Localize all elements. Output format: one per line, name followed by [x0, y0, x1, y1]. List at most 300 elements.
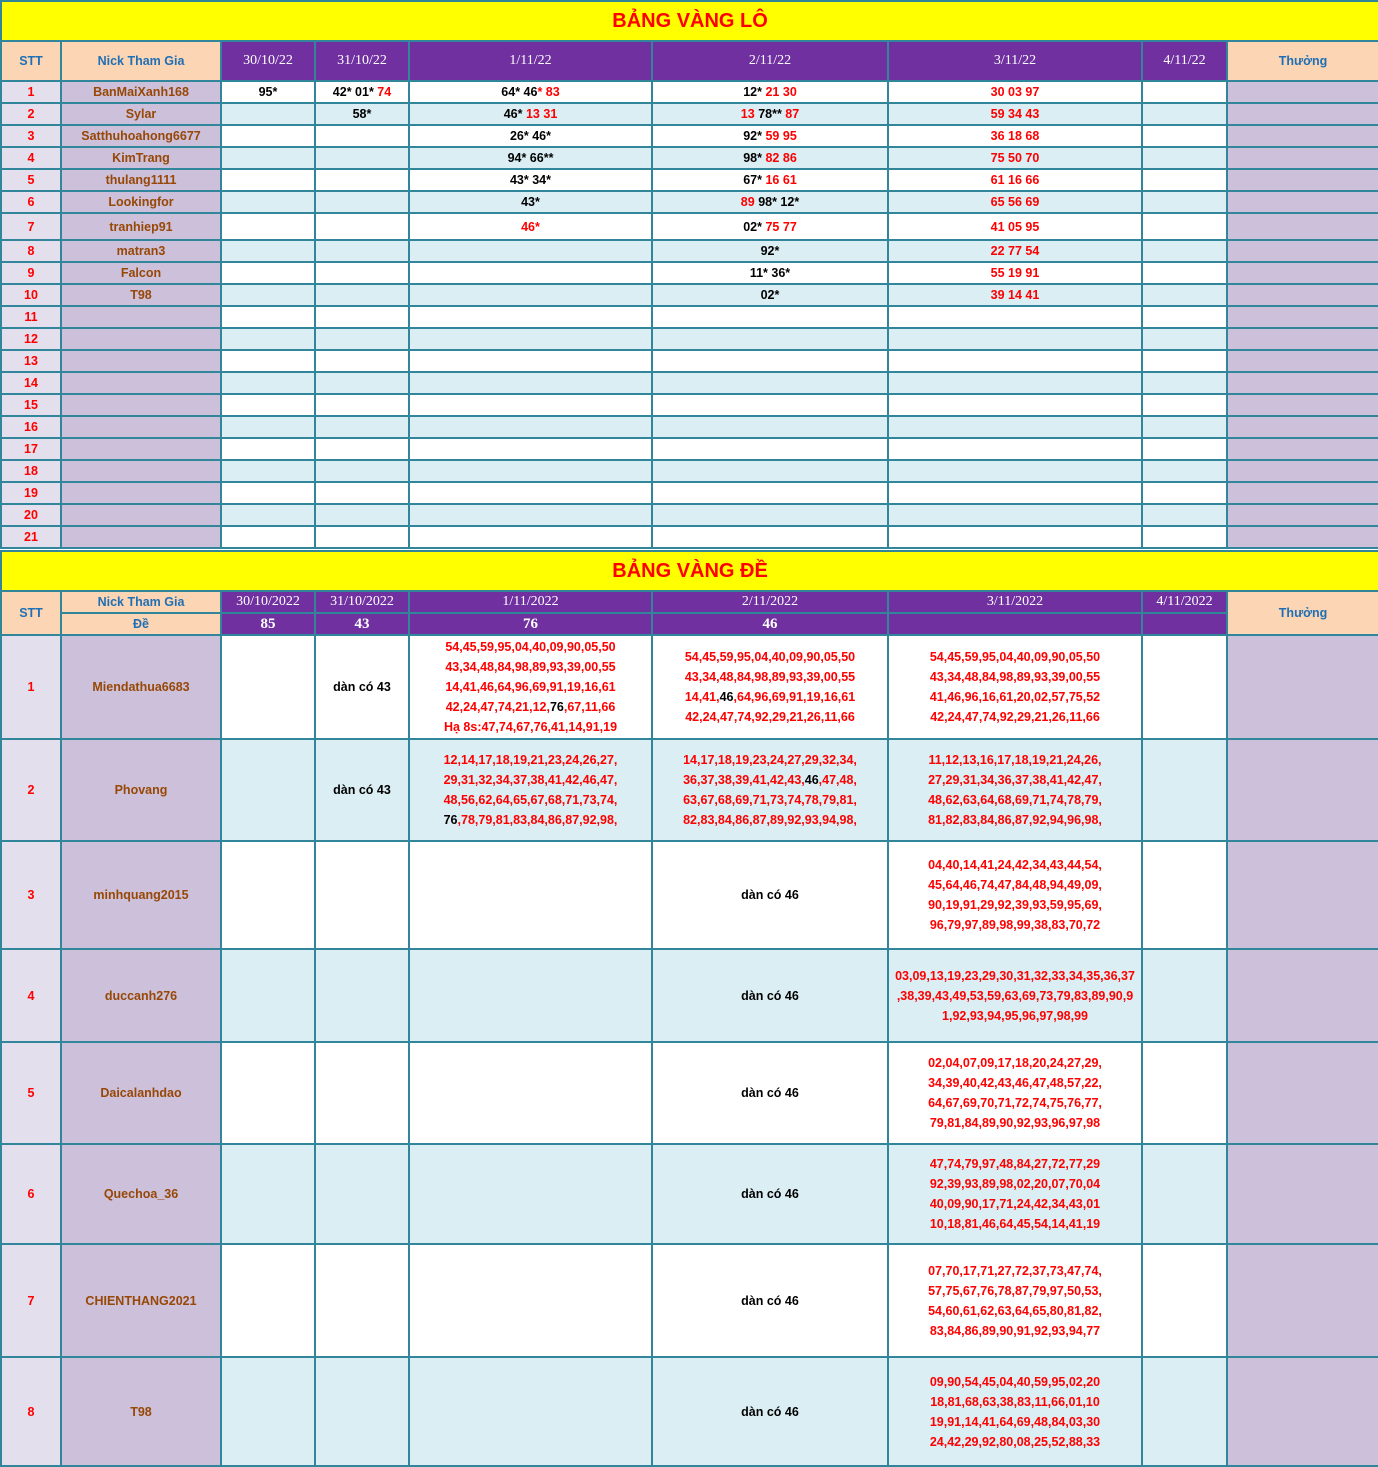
- lo-entry-cell: [315, 191, 409, 213]
- lo-entry-cell: [1142, 262, 1227, 284]
- entry-line: [410, 637, 651, 657]
- table-row: [1, 460, 1378, 482]
- de-entry-cell: [409, 1357, 652, 1466]
- entry-text: ,64,96,69,91,19,16,61: [733, 690, 856, 704]
- de-entry-cell: [221, 1244, 315, 1357]
- entry-line: [889, 986, 1141, 1006]
- de-header-date: 2/11/2022: [652, 591, 888, 613]
- entry-text: 46*: [521, 219, 540, 234]
- de-entry-cell: [409, 635, 652, 739]
- entry-text: dàn có 46: [741, 1086, 799, 1100]
- prize-cell: [1227, 739, 1378, 841]
- lo-entry-cell: [315, 213, 409, 240]
- lo-entry-cell: [409, 482, 652, 504]
- row-stt: 2: [1, 739, 61, 841]
- lo-entry-cell: [1142, 306, 1227, 328]
- lo-entry-cell: [888, 103, 1142, 125]
- entry-text: 45,64,46,74,47,84,48,94,49,09,: [928, 878, 1102, 892]
- lo-entry-cell: [315, 438, 409, 460]
- lo-entry-cell: [409, 416, 652, 438]
- lo-entry-cell: [888, 169, 1142, 191]
- lo-entry-cell: [409, 81, 652, 103]
- entry-text: 65 56 69: [990, 195, 1040, 209]
- lo-entry-cell: [888, 504, 1142, 526]
- entry-text: 41,46,96,16,61,20,02,57,75,52: [929, 690, 1101, 704]
- lo-entry-cell: [221, 306, 315, 328]
- entry-text: 94* 66**: [507, 151, 554, 165]
- de-result: 76: [409, 613, 652, 635]
- lo-entry-cell: [652, 394, 888, 416]
- entry-text: 46: [719, 690, 734, 704]
- prize-cell: [1227, 526, 1378, 548]
- lo-entry-cell: [409, 328, 652, 350]
- entry-text: ,67,11,66: [563, 700, 616, 714]
- lo-entry-cell: [409, 526, 652, 548]
- entry-text: 59 95: [765, 129, 797, 143]
- entry-text: 55 19 91: [990, 266, 1040, 280]
- lo-entry-cell: [221, 262, 315, 284]
- entry-text: 89: [740, 195, 759, 209]
- lo-entry-cell: [888, 240, 1142, 262]
- lo-body: [1, 81, 1378, 548]
- de-result: 43: [315, 613, 409, 635]
- de-entry-cell: [409, 1042, 652, 1144]
- entry-line: [410, 697, 651, 717]
- entry-line: [889, 1053, 1141, 1073]
- entry-text: Hạ 8s:47,74,67,76,41,14,91,19: [443, 720, 618, 734]
- de-title: BẢNG VÀNG ĐỀ: [1, 551, 1378, 591]
- entry-line: [410, 790, 651, 810]
- lo-entry-cell: [221, 147, 315, 169]
- lo-entry-cell: [652, 81, 888, 103]
- de-entry-cell: [1142, 1042, 1227, 1144]
- prize-cell: [1227, 482, 1378, 504]
- entry-line: [653, 770, 887, 790]
- de-result: [1142, 613, 1227, 635]
- entry-line: [889, 1321, 1141, 1341]
- entry-text: 57,75,67,76,78,87,79,97,50,53,: [928, 1283, 1102, 1298]
- player-nick: [61, 350, 221, 372]
- entry-text: 39 14 41: [990, 288, 1040, 302]
- entry-line: [889, 966, 1141, 986]
- entry-text: dàn có 46: [741, 1293, 799, 1308]
- row-stt: 8: [1, 1357, 61, 1466]
- entry-text: 42* 01*: [332, 85, 378, 99]
- prize-cell: [1227, 1144, 1378, 1244]
- prize-cell: [1227, 1042, 1378, 1144]
- entry-text: 14,17,18,19,23,24,27,29,32,34,: [683, 753, 857, 767]
- entry-text: 1,92,93,94,95,96,97,98,99: [942, 1008, 1088, 1023]
- de-entry-cell: [409, 1144, 652, 1244]
- table-row: [1, 394, 1378, 416]
- de-entry-cell: [888, 1357, 1142, 1466]
- player-nick: tranhiep91: [61, 213, 221, 240]
- de-entry-cell: [315, 841, 409, 949]
- prize-cell: [1227, 125, 1378, 147]
- entry-line: [889, 1281, 1141, 1301]
- entry-text: 95*: [258, 85, 278, 99]
- player-nick: T98: [61, 284, 221, 306]
- lo-entry-cell: [315, 328, 409, 350]
- entry-line: [889, 1113, 1141, 1133]
- de-entry-cell: [888, 1042, 1142, 1144]
- entry-text: dàn có 43: [333, 680, 391, 694]
- entry-line: [889, 647, 1141, 667]
- entry-line: [653, 1402, 887, 1422]
- player-nick: [61, 504, 221, 526]
- table-row: [1, 240, 1378, 262]
- player-nick: Miendathua6683: [61, 635, 221, 739]
- lo-entry-cell: [221, 438, 315, 460]
- de-header-date: 1/11/2022: [409, 591, 652, 613]
- lo-entry-cell: [1142, 504, 1227, 526]
- entry-text: 54,45,59,95,04,40,09,90,05,50: [929, 650, 1101, 664]
- row-stt: 4: [1, 147, 61, 169]
- entry-line: [653, 750, 887, 770]
- entry-text: 64* 46: [501, 85, 538, 99]
- table-row: [1, 328, 1378, 350]
- player-nick: Sylar: [61, 103, 221, 125]
- lo-entry-cell: [888, 526, 1142, 548]
- de-entry-cell: [221, 949, 315, 1042]
- lo-table: [0, 0, 1378, 549]
- lo-header-date: 31/10/22: [315, 41, 409, 81]
- entry-line: [653, 1083, 887, 1103]
- table-row: [1, 213, 1378, 240]
- entry-line: [653, 1184, 887, 1204]
- row-stt: 10: [1, 284, 61, 306]
- lo-entry-cell: [409, 284, 652, 306]
- de-entry-cell: [652, 739, 888, 841]
- player-nick: [61, 306, 221, 328]
- entry-text: 10,18,81,46,64,45,54,14,41,19: [929, 1217, 1101, 1231]
- lo-entry-cell: [221, 394, 315, 416]
- table-row: [1, 635, 1378, 739]
- lo-entry-cell: [409, 125, 652, 147]
- de-entry-cell: [221, 1144, 315, 1244]
- de-entry-cell: [315, 1244, 409, 1357]
- entry-text: 90,19,91,29,92,39,93,59,95,69,: [928, 898, 1102, 912]
- entry-text: 22 77 54: [990, 244, 1040, 258]
- entry-line: [316, 780, 408, 800]
- lo-entry-cell: [1142, 125, 1227, 147]
- row-stt: 18: [1, 460, 61, 482]
- prize-cell: [1227, 1357, 1378, 1466]
- entry-text: 54,45,59,95,04,40,09,90,05,50: [684, 650, 856, 664]
- lo-entry-cell: [888, 350, 1142, 372]
- entry-line: [653, 1291, 887, 1311]
- table-row: [1, 81, 1378, 103]
- lo-entry-cell: [315, 504, 409, 526]
- entry-text: 26* 46*: [509, 129, 551, 143]
- lo-entry-cell: [221, 191, 315, 213]
- lo-entry-cell: [652, 213, 888, 240]
- de-result: [888, 613, 1142, 635]
- lo-entry-cell: [221, 350, 315, 372]
- entry-line: [889, 790, 1141, 810]
- entry-text: 92*: [760, 244, 780, 258]
- lo-entry-cell: [409, 504, 652, 526]
- table-row: [1, 482, 1378, 504]
- player-nick: thulang1111: [61, 169, 221, 191]
- lo-entry-cell: [315, 416, 409, 438]
- player-nick: [61, 372, 221, 394]
- de-entry-cell: [221, 841, 315, 949]
- de-header-de: Đề: [61, 613, 221, 635]
- de-entry-cell: [888, 635, 1142, 739]
- row-stt: 13: [1, 350, 61, 372]
- lo-entry-cell: [409, 262, 652, 284]
- entry-text: 21 30: [765, 85, 797, 99]
- entry-text: 87: [785, 107, 800, 121]
- table-row: [1, 949, 1378, 1042]
- row-stt: 7: [1, 1244, 61, 1357]
- entry-line: [889, 875, 1141, 895]
- entry-text: 40,09,90,17,71,24,42,34,43,01: [929, 1197, 1101, 1211]
- de-entry-cell: [315, 1357, 409, 1466]
- prize-cell: [1227, 81, 1378, 103]
- entry-line: [889, 1073, 1141, 1093]
- entry-line: [410, 750, 651, 770]
- entry-text: 42,24,47,74,92,29,21,26,11,66: [930, 710, 1100, 724]
- de-header-stt: STT: [1, 591, 61, 635]
- lo-entry-cell: [221, 81, 315, 103]
- lo-header-date: 1/11/22: [409, 41, 652, 81]
- entry-text: 36,37,38,39,41,42,43,: [683, 773, 805, 787]
- lo-entry-cell: [221, 460, 315, 482]
- lo-entry-cell: [652, 306, 888, 328]
- lo-entry-cell: [221, 328, 315, 350]
- lo-entry-cell: [221, 372, 315, 394]
- entry-line: [889, 770, 1141, 790]
- entry-text: 09,90,54,45,04,40,59,95,02,20: [929, 1374, 1101, 1389]
- prize-cell: [1227, 103, 1378, 125]
- entry-text: 02,04,07,09,17,18,20,24,27,29,: [928, 1056, 1102, 1070]
- entry-text: 14,41,46,64,96,69,91,19,16,61: [445, 680, 616, 694]
- entry-line: [653, 687, 887, 707]
- lo-entry-cell: [409, 240, 652, 262]
- lo-entry-cell: [652, 125, 888, 147]
- row-stt: 4: [1, 949, 61, 1042]
- entry-text: * 83: [537, 85, 560, 99]
- table-row: [1, 1144, 1378, 1244]
- prize-cell: [1227, 438, 1378, 460]
- player-nick: BanMaiXanh168: [61, 81, 221, 103]
- de-entry-cell: [315, 1042, 409, 1144]
- table-row: [1, 103, 1378, 125]
- table-row: [1, 191, 1378, 213]
- lo-entry-cell: [409, 372, 652, 394]
- prize-cell: [1227, 949, 1378, 1042]
- lo-entry-cell: [652, 191, 888, 213]
- lo-entry-cell: [221, 416, 315, 438]
- entry-line: [889, 1392, 1141, 1412]
- lo-entry-cell: [652, 372, 888, 394]
- lo-entry-cell: [221, 213, 315, 240]
- prize-cell: [1227, 372, 1378, 394]
- lo-entry-cell: [652, 103, 888, 125]
- entry-text: 54,60,61,62,63,64,65,80,81,82,: [928, 1303, 1102, 1318]
- de-entry-cell: [221, 1357, 315, 1466]
- entry-text: 46*: [503, 107, 526, 121]
- entry-text: 76: [443, 813, 458, 827]
- entry-text: dàn có 43: [333, 783, 391, 797]
- de-body: [1, 635, 1378, 1466]
- row-stt: 1: [1, 81, 61, 103]
- de-entry-cell: [315, 949, 409, 1042]
- prize-cell: [1227, 284, 1378, 306]
- row-stt: 12: [1, 328, 61, 350]
- lo-entry-cell: [409, 103, 652, 125]
- lo-header-date: 4/11/22: [1142, 41, 1227, 81]
- entry-text: 76: [549, 700, 564, 714]
- de-header-date: 30/10/2022: [221, 591, 315, 613]
- lo-entry-cell: [409, 394, 652, 416]
- entry-text: 48,56,62,64,65,67,68,71,73,74,: [443, 793, 618, 807]
- entry-line: [410, 677, 651, 697]
- player-nick: Falcon: [61, 262, 221, 284]
- entry-text: 07,70,17,71,27,72,37,73,47,74,: [928, 1263, 1102, 1278]
- de-entry-cell: [1142, 1357, 1227, 1466]
- de-entry-cell: [221, 635, 315, 739]
- table-row: [1, 1244, 1378, 1357]
- entry-text: 61 16 66: [990, 173, 1040, 187]
- de-result: 46: [652, 613, 888, 635]
- entry-text: 19,91,14,41,64,69,48,84,03,30: [929, 1414, 1101, 1429]
- player-nick: Phovang: [61, 739, 221, 841]
- lo-entry-cell: [409, 438, 652, 460]
- entry-text: 29,31,32,34,37,38,41,42,46,47,: [443, 773, 618, 787]
- lo-entry-cell: [652, 147, 888, 169]
- entry-line: [889, 1301, 1141, 1321]
- de-entry-cell: [409, 841, 652, 949]
- row-stt: 11: [1, 306, 61, 328]
- entry-text: dàn có 46: [741, 988, 799, 1003]
- de-header-date: 31/10/2022: [315, 591, 409, 613]
- lo-entry-cell: [315, 103, 409, 125]
- entry-line: [889, 1093, 1141, 1113]
- lo-entry-cell: [652, 416, 888, 438]
- de-entry-cell: [652, 635, 888, 739]
- entry-line: [889, 855, 1141, 875]
- lo-entry-cell: [888, 372, 1142, 394]
- lo-entry-cell: [221, 125, 315, 147]
- lo-entry-cell: [888, 438, 1142, 460]
- lo-entry-cell: [888, 416, 1142, 438]
- entry-text: 11,12,13,16,17,18,19,21,24,26,: [928, 753, 1102, 767]
- table-row: [1, 147, 1378, 169]
- entry-text: 98* 12*: [758, 195, 800, 209]
- entry-text: 43,34,48,84,98,89,93,39,00,55: [445, 660, 616, 674]
- player-nick: [61, 416, 221, 438]
- entry-line: [653, 667, 887, 687]
- lo-entry-cell: [221, 482, 315, 504]
- lo-entry-cell: [315, 482, 409, 504]
- player-nick: [61, 482, 221, 504]
- entry-text: 02*: [743, 219, 766, 234]
- entry-line: [316, 677, 408, 697]
- de-header-date: 3/11/2022: [888, 591, 1142, 613]
- entry-line: [410, 810, 651, 830]
- entry-line: [889, 1432, 1141, 1452]
- prize-cell: [1227, 213, 1378, 240]
- lo-entry-cell: [1142, 394, 1227, 416]
- row-stt: 6: [1, 1144, 61, 1244]
- lo-entry-cell: [888, 262, 1142, 284]
- de-entry-cell: [1142, 949, 1227, 1042]
- entry-text: 92,39,93,89,98,02,20,07,70,04: [929, 1177, 1101, 1191]
- entry-text: 74: [377, 85, 392, 99]
- table-row: [1, 416, 1378, 438]
- entry-line: [889, 1214, 1141, 1234]
- lo-entry-cell: [652, 240, 888, 262]
- entry-text: 43,34,48,84,98,89,93,39,00,55: [684, 670, 856, 684]
- de-header-nick: Nick Tham Gia: [61, 591, 221, 613]
- entry-text: 48,62,63,64,68,69,71,74,78,79,: [928, 793, 1102, 807]
- table-row: [1, 125, 1378, 147]
- entry-text: 59 34 43: [990, 107, 1040, 121]
- entry-text: 67*: [743, 173, 766, 187]
- de-entry-cell: [888, 739, 1142, 841]
- lo-entry-cell: [315, 284, 409, 306]
- lo-entry-cell: [409, 213, 652, 240]
- lo-entry-cell: [1142, 191, 1227, 213]
- lo-header-date: 2/11/22: [652, 41, 888, 81]
- de-entry-cell: [409, 949, 652, 1042]
- row-stt: 6: [1, 191, 61, 213]
- lo-title: BẢNG VÀNG LÔ: [1, 1, 1378, 41]
- lo-entry-cell: [315, 125, 409, 147]
- de-entry-cell: [409, 1244, 652, 1357]
- lo-entry-cell: [888, 191, 1142, 213]
- lo-entry-cell: [1142, 416, 1227, 438]
- row-stt: 14: [1, 372, 61, 394]
- entry-text: 34,39,40,42,43,46,47,48,57,22,: [928, 1076, 1102, 1090]
- player-nick: Daicalanhdao: [61, 1042, 221, 1144]
- row-stt: 20: [1, 504, 61, 526]
- entry-text: 13 31: [525, 107, 558, 121]
- table-row: [1, 350, 1378, 372]
- de-entry-cell: [652, 1144, 888, 1244]
- de-header-prize: Thưởng: [1227, 591, 1378, 635]
- row-stt: 15: [1, 394, 61, 416]
- lo-entry-cell: [652, 350, 888, 372]
- entry-text: 64,67,69,70,71,72,74,75,76,77,: [928, 1096, 1102, 1110]
- lo-entry-cell: [315, 81, 409, 103]
- lo-header-stt: STT: [1, 41, 61, 81]
- row-stt: 1: [1, 635, 61, 739]
- prize-cell: [1227, 394, 1378, 416]
- lo-entry-cell: [315, 306, 409, 328]
- entry-text: 43* 34*: [509, 173, 551, 187]
- table-row: [1, 1042, 1378, 1144]
- row-stt: 5: [1, 169, 61, 191]
- entry-line: [889, 1372, 1141, 1392]
- lo-entry-cell: [888, 460, 1142, 482]
- entry-text: 13: [740, 107, 759, 121]
- entry-line: [889, 1412, 1141, 1432]
- de-result: 85: [221, 613, 315, 635]
- entry-line: [653, 810, 887, 830]
- entry-text: 36 18 68: [990, 129, 1040, 143]
- entry-text: ,78,79,81,83,84,86,87,92,98,: [457, 813, 618, 827]
- table-row: [1, 526, 1378, 548]
- player-nick: CHIENTHANG2021: [61, 1244, 221, 1357]
- lo-entry-cell: [652, 262, 888, 284]
- entry-text: 82,83,84,86,87,89,92,93,94,98,: [683, 813, 857, 827]
- de-entry-cell: [1142, 1144, 1227, 1244]
- de-entry-cell: [652, 1357, 888, 1466]
